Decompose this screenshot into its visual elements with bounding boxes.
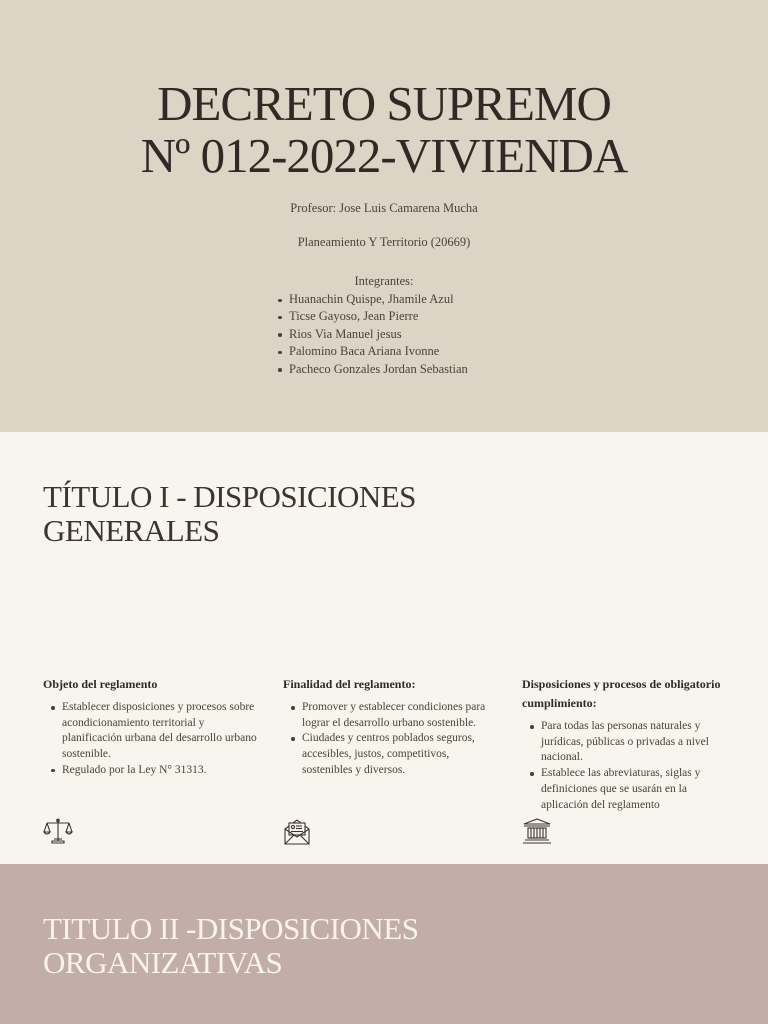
decree-title-line2: Nº 012-2022-VIVIENDA (140, 128, 628, 183)
member-item: Rios Via Manuel jesus (278, 326, 468, 343)
list-item: Para todas las personas naturales y jurídicas, públicas o privadas a nivel nacional. (522, 719, 732, 766)
government-building-icon (522, 816, 552, 846)
list-item: Establece las abreviaturas, siglas y definiciones que se usarán en la aplicación del reglamento (522, 766, 732, 813)
decree-title-line1: DECRETO SUPREMO (157, 76, 611, 131)
column-list (283, 700, 498, 779)
title-i-slide (0, 432, 768, 864)
column-finalidad (283, 675, 498, 779)
members-list (278, 291, 468, 378)
column-heading: Finalidad del reglamento: (283, 677, 416, 691)
list-item: Establecer disposiciones y procesos sobre acondicionamiento territorial y planificación urbana del desarrollo urbano sostenible. (43, 700, 258, 763)
members-label: Integrantes: (354, 274, 414, 288)
column-heading: Objeto del reglamento (43, 677, 158, 691)
list-item: Regulado por la Ley N° 31313. (43, 763, 258, 779)
column-objeto (43, 675, 258, 779)
list-item: Ciudades y centros poblados seguros, accesibles, justos, competitivos, sostenibles y diversos. (283, 731, 498, 778)
cover-slide (0, 0, 768, 432)
list-item: Promover y establecer condiciones para lograr el desarrollo urbano sostenible. (283, 700, 498, 731)
member-item: Ticse Gayoso, Jean Pierre (278, 308, 468, 325)
professor-text: Profesor: Jose Luis Camarena Mucha (290, 201, 478, 215)
section-title-line2: ORGANIZATIVAS (43, 945, 283, 980)
member-item: Pacheco Gonzales Jordan Sebastian (278, 361, 468, 378)
envelope-document-icon (282, 816, 312, 846)
title-ii-slide (0, 864, 768, 1024)
course-text: Planeamiento Y Territorio (20669) (297, 235, 471, 249)
column-heading: Disposiciones y procesos de obligatorio cumplimiento: (522, 677, 721, 710)
column-list (43, 700, 258, 779)
section-title-line2: GENERALES (43, 513, 220, 548)
member-item: Huanachin Quispe, Jhamile Azul (278, 291, 468, 308)
section-title-line1: TITULO II -DISPOSICIONES (43, 911, 419, 946)
section-title (43, 912, 418, 980)
section-title-line1: TÍTULO I - DISPOSICIONES (43, 479, 416, 514)
column-list (522, 719, 732, 813)
column-disposiciones (522, 675, 732, 813)
section-title (43, 480, 416, 548)
scales-icon (43, 816, 73, 846)
member-item: Palomino Baca Ariana Ivonne (278, 343, 468, 360)
